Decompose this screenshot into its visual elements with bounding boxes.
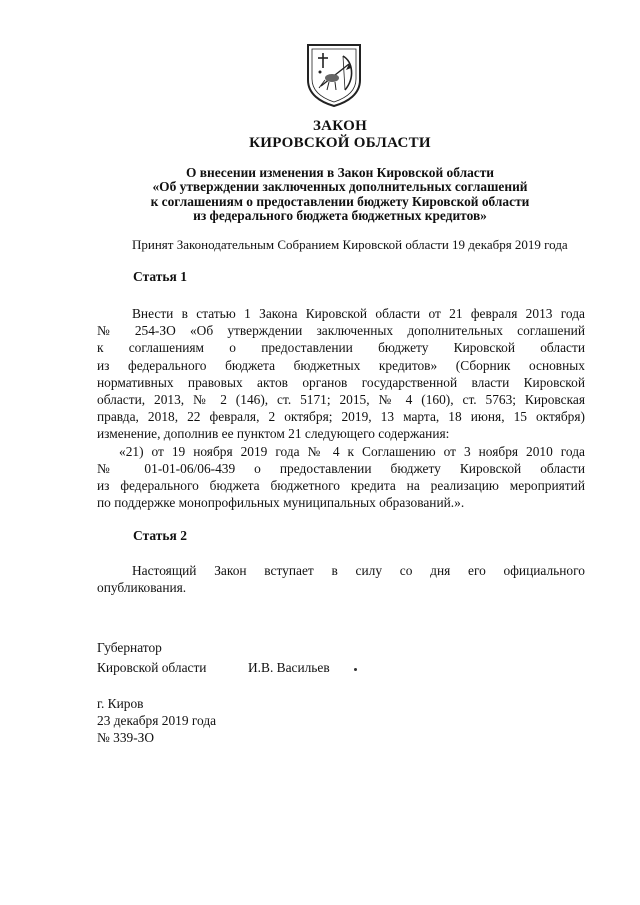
text-line: опубликования. — [97, 580, 187, 596]
article-1-text — [97, 305, 585, 511]
signing-date: 23 декабря 2019 года — [97, 713, 217, 728]
law-title: ЗАКОН — [312, 118, 368, 134]
subtitle-line: к соглашениям о предоставлении бюджету Кировской области — [150, 193, 530, 209]
article-2-heading: Статья 2 — [133, 528, 187, 543]
law-title-region: КИРОВСКОЙ ОБЛАСТИ — [249, 135, 431, 151]
law-subtitle — [90, 166, 590, 224]
subtitle-line: из федерального бюджета бюджетных кредитов» — [193, 208, 487, 224]
text-line: области, 2013, № 2 (146), ст. 5171; 2015, № 4 (160), ст. 5763; Кировская — [97, 392, 585, 408]
text-line: по поддержке монопрофильных муниципальных образований.». — [97, 495, 465, 511]
signatory-position: Губернатор — [97, 640, 162, 655]
article-1-heading: Статья 1 — [133, 269, 187, 284]
text-line: к соглашениям о предоставлении бюджету Кировской области — [97, 340, 585, 356]
signature-mark — [354, 668, 357, 671]
signatory-name: И.В. Васильев — [248, 660, 330, 675]
law-number: № 339-ЗО — [97, 730, 155, 745]
article-2-text — [97, 562, 585, 596]
text-line: изменение, дополнив ее пунктом 21 следующего содержания: — [97, 426, 450, 442]
coat-of-arms-icon — [305, 42, 363, 108]
text-line: из федерального бюджета бюджетного кредита на реализацию мероприятий — [97, 478, 585, 494]
text-line: № 254-ЗО «Об утверждении заключенных дополнительных соглашений — [97, 323, 585, 339]
text-line: Внести в статью 1 Закона Кировской области от 21 февраля 2013 года — [132, 306, 585, 321]
subtitle-line: «Об утверждении заключенных дополнительных соглашений — [152, 179, 528, 195]
text-line: «21) от 19 ноября 2019 года № 4 к Соглашению от 3 ноября 2010 года — [119, 443, 585, 459]
text-line: правда, 2018, 22 февраля, 2 октября; 2019, 13 марта, 18 июня, 15 октября) — [97, 409, 585, 425]
place-of-signing: г. Киров — [97, 696, 144, 711]
subtitle-line: О внесении изменения в Закон Кировской области — [185, 165, 495, 180]
signatory-region: Кировской области — [97, 660, 207, 675]
text-line: из федерального бюджета бюджетных кредитов» (Сборник основных — [97, 357, 585, 373]
text-line: нормативных правовых актов органов государственной власти Кировской — [97, 374, 585, 390]
adoption-note: Принят Законодательным Собранием Кировской области 19 декабря 2019 года — [132, 237, 568, 252]
text-line: № 01-01-06/06-439 о предоставлении бюджету Кировской области — [97, 460, 585, 476]
text-line: Настоящий Закон вступает в силу со дня его официального — [132, 563, 585, 578]
